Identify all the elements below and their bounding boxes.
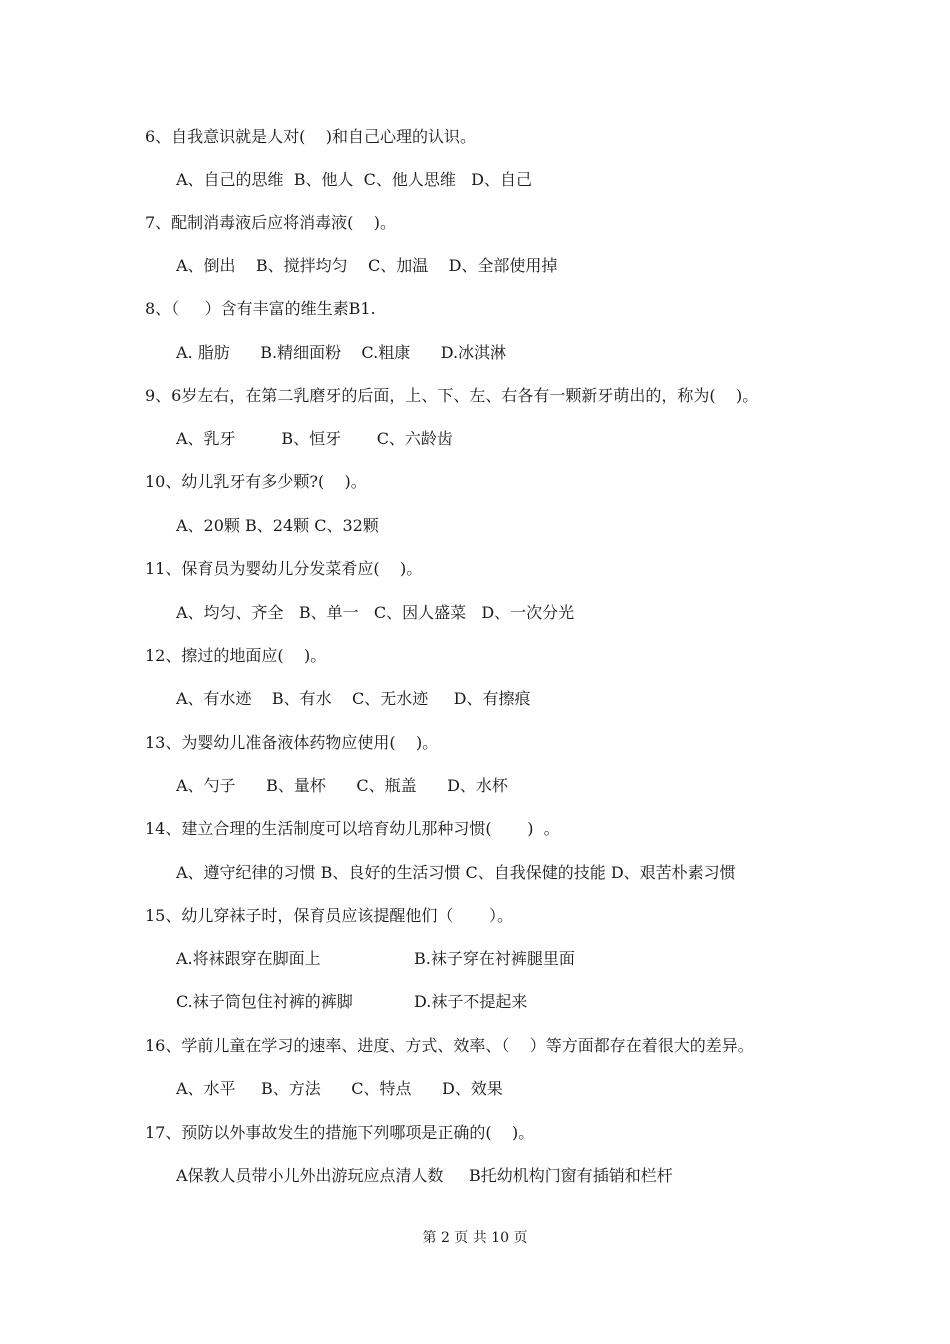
- question-8: 8、（ ）含有丰富的维生素B1.: [145, 299, 376, 318]
- question-15-option-c: C.袜子筒包住衬裤的裤脚: [176, 992, 353, 1011]
- question-7-options: A、倒出 B、搅拌均匀 C、加温 D、全部使用掉: [176, 256, 558, 275]
- question-6-options: A、自己的思维 B、他人 C、他人思维 D、自己: [176, 170, 532, 189]
- question-12-options: A、有水迹 B、有水 C、无水迹 D、有擦痕: [176, 689, 531, 708]
- question-15-option-d: D.袜子不提起来: [414, 992, 528, 1011]
- question-15-option-b: B.袜子穿在衬裤腿里面: [414, 949, 575, 968]
- question-14: 14、建立合理的生活制度可以培育幼儿那种习惯( ) 。: [145, 819, 560, 838]
- question-15: 15、幼儿穿袜子时，保育员应该提醒他们（ ）。: [145, 906, 513, 925]
- page-footer: 第 2 页 共 10 页: [422, 1230, 528, 1246]
- question-17: 17、预防以外事故发生的措施下列哪项是正确的( )。: [145, 1123, 535, 1142]
- question-16: 16、学前儿童在学习的速率、进度、方式、效率、（ ）等方面都存在着很大的差异。: [145, 1036, 754, 1055]
- question-9-options: A、乳牙 B、恒牙 C、六龄齿: [176, 429, 453, 448]
- question-12: 12、擦过的地面应( )。: [145, 646, 327, 665]
- question-11-options: A、均匀、齐全 B、单一 C、因人盛菜 D、一次分光: [176, 603, 575, 622]
- question-8-options: A. 脂肪 B.精细面粉 C.粗康 D.冰淇淋: [176, 343, 507, 362]
- question-9: 9、6岁左右，在第二乳磨牙的后面，上、下、左、右各有一颗新牙萌出的，称为( )。: [145, 386, 759, 405]
- question-13-options: A、勺子 B、量杯 C、瓶盖 D、水杯: [176, 776, 508, 795]
- question-14-options: A、遵守纪律的习惯 B、良好的生活习惯 C、自我保健的技能 D、艰苦朴素习惯: [176, 863, 736, 882]
- question-6: 6、自我意识就是人对( )和自己心理的认识。: [145, 127, 477, 146]
- question-10-options: A、20颗 B、24颗 C、32颗: [176, 516, 379, 535]
- question-17-options: A保教人员带小儿外出游玩应点清人数 B托幼机构门窗有插销和栏杆: [176, 1166, 673, 1185]
- question-11: 11、保育员为婴幼儿分发菜肴应( )。: [145, 559, 423, 578]
- question-13: 13、为婴幼儿准备液体药物应使用( )。: [145, 733, 439, 752]
- question-16-options: A、水平 B、方法 C、特点 D、效果: [176, 1079, 503, 1098]
- question-7: 7、配制消毒液后应将消毒液( )。: [145, 213, 397, 232]
- question-10: 10、幼儿乳牙有多少颗?( )。: [145, 472, 367, 491]
- question-15-option-a: A.将袜跟穿在脚面上: [176, 949, 321, 968]
